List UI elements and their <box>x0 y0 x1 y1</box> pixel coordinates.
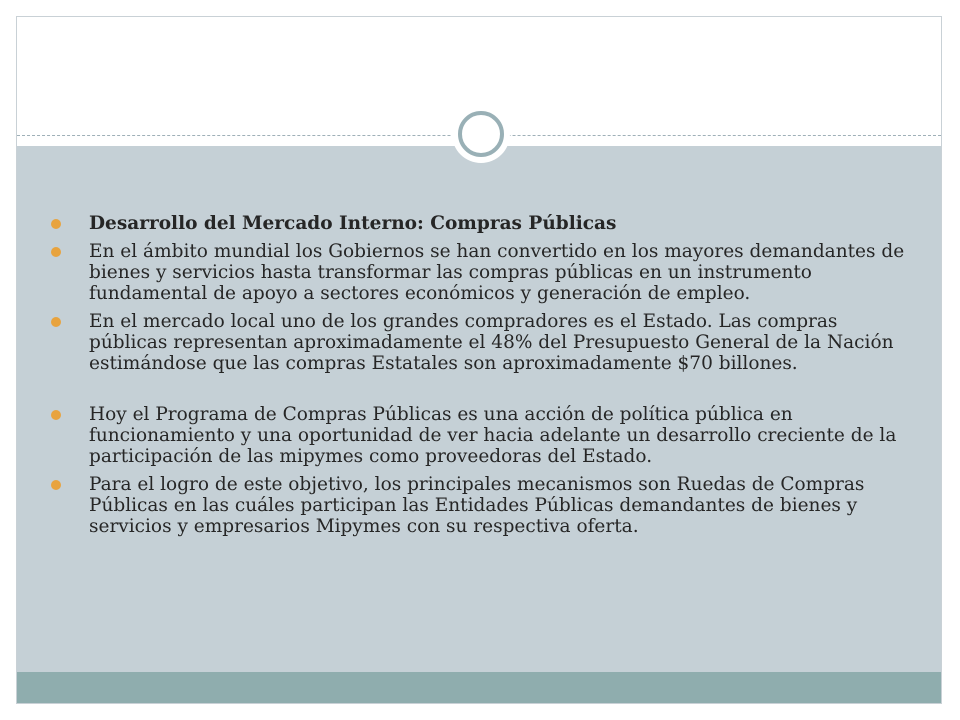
bullet-item-local <box>51 311 911 374</box>
bullet-item-heading <box>51 213 911 234</box>
bullet-dot-icon <box>51 410 61 420</box>
bullet-dot-icon <box>51 247 61 257</box>
bullet-list <box>51 213 911 544</box>
bullet-dot-icon <box>51 219 61 229</box>
bullet-text: En el ámbito mundial los Gobiernos se han convertido en los mayores demandantes de bienes y servicios hasta transformar las compras públicas en un instrumento fundamental de apoyo a sectores económicos y generación de empleo. <box>89 241 905 304</box>
bullet-item-program <box>51 404 911 467</box>
bullet-text: En el mercado local uno de los grandes compradores es el Estado. Las compras públicas representan aproximadamente el 48% del Presupuesto General de la Nación estimándose que las compras Estatales son aproximadamente $70 billones. <box>89 311 894 374</box>
bullet-dot-icon <box>51 480 61 490</box>
bullet-item-mechanisms <box>51 474 911 537</box>
bullet-item-global <box>51 241 911 304</box>
circle-ornament-icon <box>458 111 504 157</box>
footer-band <box>17 672 941 704</box>
bullet-text: Desarrollo del Mercado Interno: Compras Públicas <box>89 213 617 234</box>
slide <box>16 16 942 704</box>
bullet-dot-icon <box>51 317 61 327</box>
bullet-text: Para el logro de este objetivo, los principales mecanismos son Ruedas de Compras Públicas en las cuáles participan las Entidades Públicas demandantes de bienes y servicios y empresarios Mipymes con su respectiva oferta. <box>89 474 865 537</box>
bullet-text: Hoy el Programa de Compras Públicas es una acción de política pública en funcionamiento y una oportunidad de ver hacia adelante un desarrollo creciente de la participación de las mipymes como proveedoras del Estado. <box>89 404 897 467</box>
